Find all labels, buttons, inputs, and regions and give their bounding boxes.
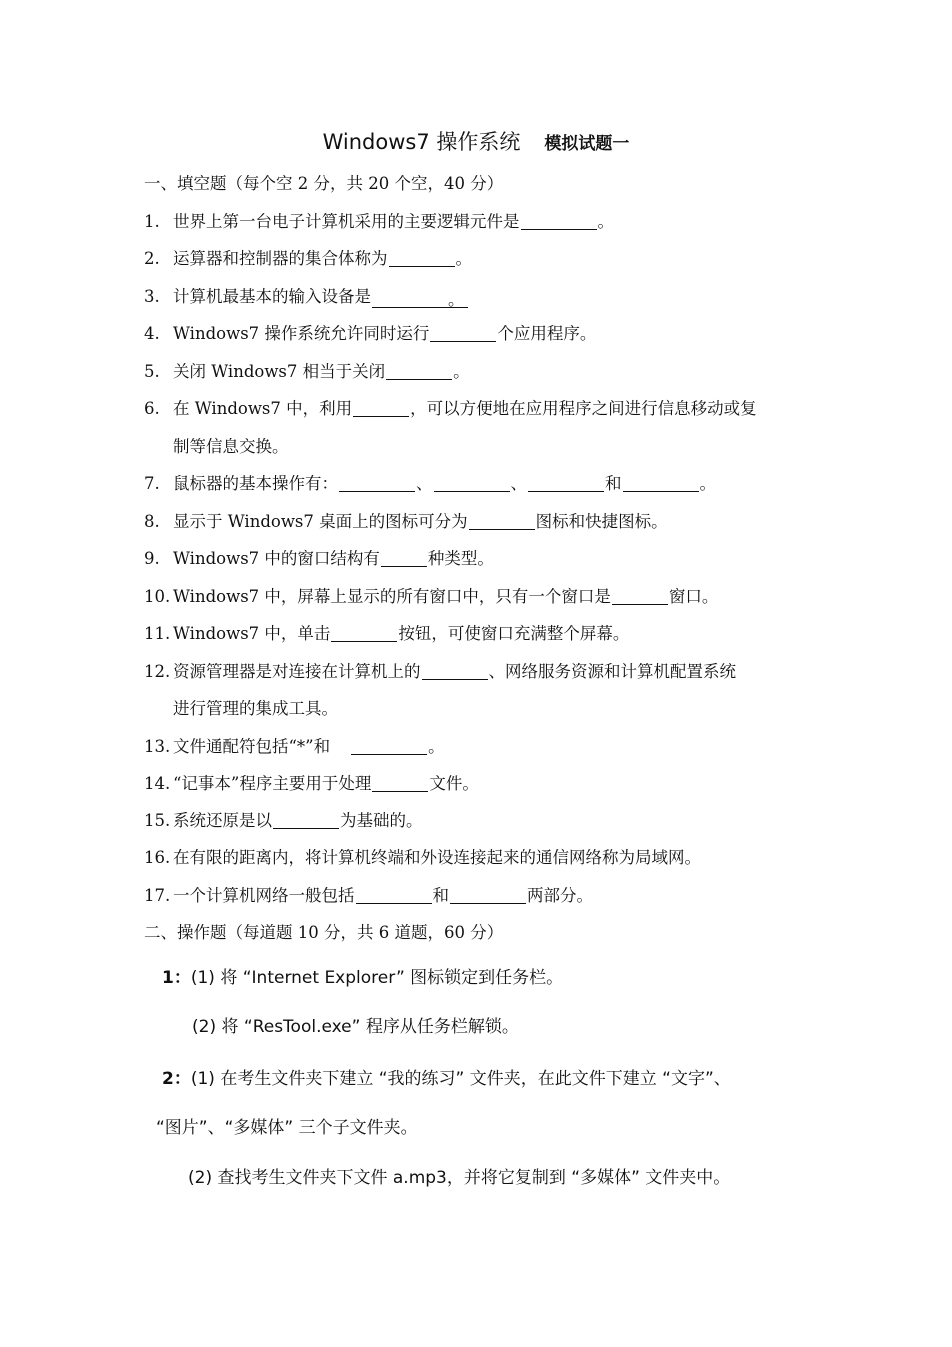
question-3	[144, 286, 469, 308]
question-text: Windows7 中，屏幕上显示的所有窗口中，只有一个窗口是	[173, 587, 611, 606]
section2-heading: 二、操作题（每道题 10 分，共 6 道题，60 分）	[144, 923, 504, 942]
question-6	[144, 398, 757, 420]
question-7	[144, 473, 716, 495]
answer-blank	[389, 248, 455, 267]
question-text-end: 。	[455, 249, 472, 268]
question-4	[144, 323, 596, 345]
question-text-end: 个应用程序。	[497, 324, 597, 343]
question-number: 6.	[144, 399, 160, 418]
question-text: 系统还原是以	[173, 811, 272, 830]
question-number: 11.	[144, 624, 171, 643]
page-title	[0, 126, 952, 156]
question-text-end: 两部分。	[527, 886, 593, 905]
question-16	[144, 847, 701, 869]
section1-heading: 一、填空题（每个空 2 分，共 20 个空，40 分）	[144, 174, 504, 193]
question-9	[144, 548, 494, 570]
question-number: 5.	[144, 362, 160, 381]
answer-blank	[353, 398, 409, 417]
operation-2-line-2: (2) 查找考生文件夹下文件 a.mp3，并将它复制到 “多媒体” 文件夹中。	[188, 1168, 731, 1188]
question-17	[144, 885, 593, 907]
question-number: 12.	[144, 662, 171, 681]
question-text-end: 。	[597, 212, 614, 231]
question-text-end: 为基础的。	[340, 811, 423, 830]
question-text-end: 种类型。	[427, 549, 494, 568]
question-8	[144, 511, 668, 533]
answer-blank	[386, 361, 452, 380]
question-number: 4.	[144, 324, 160, 343]
separator: 、	[416, 474, 433, 493]
question-text: 在有限的距离内，将计算机终端和外设连接起来的通信网络称为局域网。	[173, 848, 701, 867]
question-1	[144, 211, 614, 233]
operation-2-line-1	[162, 1068, 731, 1090]
question-text: 资源管理器是对连接在计算机上的	[173, 662, 421, 681]
answer-blank	[521, 211, 597, 230]
question-text: 在 Windows7 中，利用	[173, 399, 353, 418]
question-text-end: 、网络服务资源和计算机配置系统	[488, 662, 736, 681]
question-12-continued: 进行管理的集成工具。	[173, 699, 338, 718]
question-text: Windows7 中的窗口结构有	[173, 549, 380, 568]
question-text: 鼠标器的基本操作有：	[173, 474, 338, 493]
question-12	[144, 661, 736, 683]
question-number: 10.	[144, 587, 171, 606]
answer-blank	[351, 736, 427, 755]
question-text-end: 文件。	[429, 774, 479, 793]
operation-label: 2：	[162, 1069, 191, 1089]
question-5	[144, 361, 470, 383]
question-text: Windows7 操作系统允许同时运行	[173, 324, 430, 343]
answer-blank	[372, 773, 428, 792]
question-6-continued: 制等信息交换。	[173, 437, 289, 456]
question-text-end: 。	[448, 290, 465, 309]
question-number: 17.	[144, 886, 171, 905]
operation-2-line-1-continued: “图片”、“多媒体” 三个子文件夹。	[156, 1118, 418, 1138]
question-number: 13.	[144, 737, 171, 756]
answer-blank-3	[528, 473, 604, 492]
question-number: 16.	[144, 848, 171, 867]
question-text: 关闭 Windows7 相当于关闭	[173, 362, 386, 381]
answer-blank	[469, 511, 535, 530]
question-text: 世界上第一台电子计算机采用的主要逻辑元件是	[173, 212, 520, 231]
separator: 和	[432, 886, 449, 905]
separator: 、	[510, 474, 527, 493]
answer-blank-1	[339, 473, 415, 492]
question-10	[144, 586, 718, 608]
question-text-end: 。	[453, 362, 470, 381]
answer-blank-1	[356, 885, 432, 904]
answer-blank	[273, 810, 339, 829]
question-13	[144, 736, 445, 758]
answer-blank	[372, 289, 468, 308]
title-sub: 模拟试题一	[544, 134, 630, 154]
operation-text: (1) 将 “Internet Explorer” 图标锁定到任务栏。	[190, 968, 564, 988]
answer-blank	[331, 623, 397, 642]
question-2	[144, 248, 472, 270]
answer-blank-2	[434, 473, 510, 492]
separator: 和	[605, 474, 622, 493]
question-14	[144, 773, 479, 795]
operation-1-line-2: (2) 将 “ResTool.exe” 程序从任务栏解锁。	[192, 1017, 519, 1037]
question-text: 显示于 Windows7 桌面上的图标可分为	[173, 512, 468, 531]
question-number: 2.	[144, 249, 160, 268]
operation-text: (1) 在考生文件夹下建立 “我的练习” 文件夹，在此文件下建立 “文字”、	[190, 1069, 731, 1089]
question-text: 文件通配符包括“*”和	[173, 737, 331, 756]
question-11	[144, 623, 629, 645]
question-text-end: 按钮，可使窗口充满整个屏幕。	[398, 624, 630, 643]
operation-label: 1：	[162, 968, 191, 988]
answer-blank	[430, 323, 496, 342]
question-text-end: ，可以方便地在应用程序之间进行信息移动或复	[410, 399, 757, 418]
question-number: 8.	[144, 512, 160, 531]
question-15	[144, 810, 423, 832]
question-text: Windows7 中，单击	[173, 624, 331, 643]
question-number: 3.	[144, 287, 160, 306]
answer-blank	[612, 586, 668, 605]
answer-blank	[381, 548, 427, 567]
question-text: 运算器和控制器的集合体称为	[173, 249, 388, 268]
question-number: 14.	[144, 774, 171, 793]
question-text: 计算机最基本的输入设备是	[173, 287, 371, 306]
question-number: 15.	[144, 811, 171, 830]
question-text-end: 。	[428, 737, 445, 756]
question-text-end: 。	[699, 474, 716, 493]
answer-blank	[422, 661, 488, 680]
answer-blank-4	[623, 473, 699, 492]
question-number: 1.	[144, 212, 160, 231]
answer-blank-2	[450, 885, 526, 904]
question-text: “记事本”程序主要用于处理	[173, 774, 372, 793]
title-main: Windows7 操作系统	[322, 130, 521, 154]
question-text-end: 窗口。	[668, 587, 719, 606]
question-number: 9.	[144, 549, 160, 568]
question-text-end: 图标和快捷图标。	[535, 512, 668, 531]
question-text: 一个计算机网络一般包括	[173, 886, 355, 905]
operation-1-line-1	[162, 967, 563, 989]
question-number: 7.	[144, 474, 160, 493]
